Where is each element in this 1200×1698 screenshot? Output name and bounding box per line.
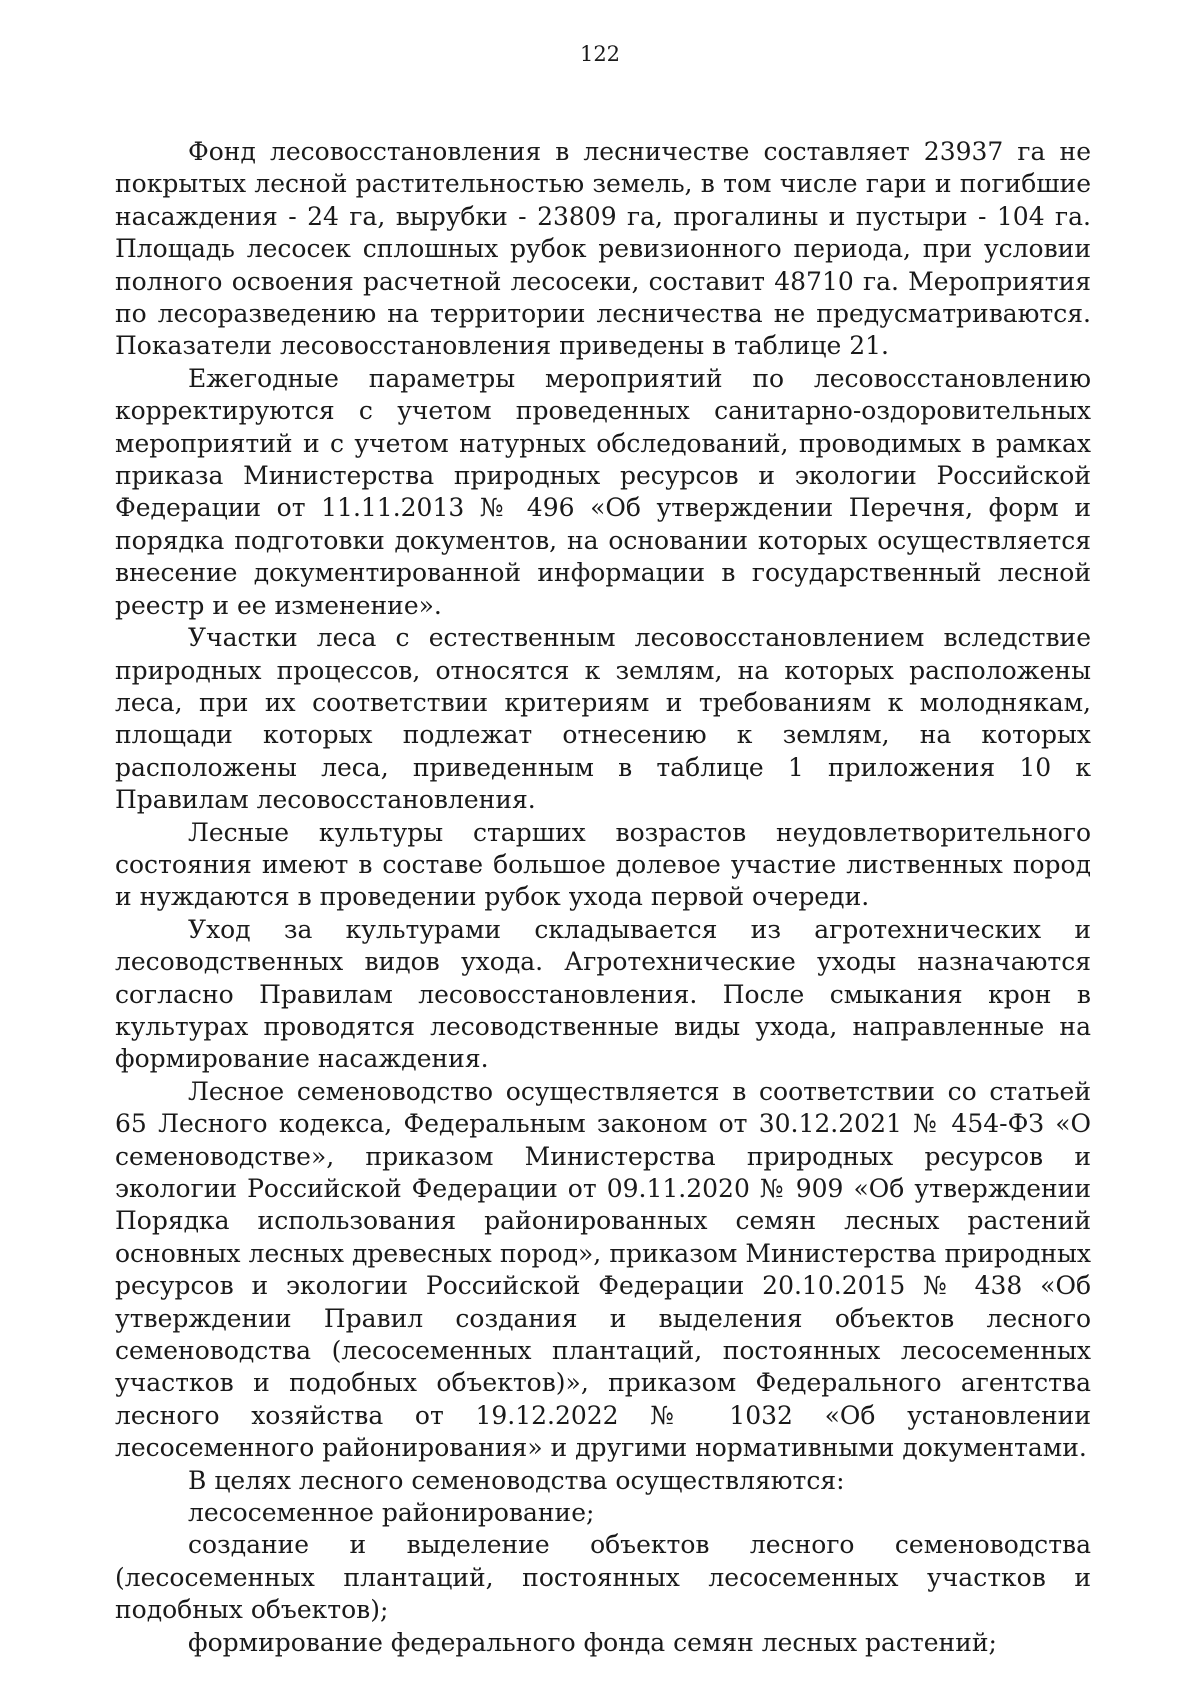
paragraph-culture-care: Уход за культурами складывается из агротехнических и лесоводственных видов ухода. Агротехнические уходы назначаются согласно Правилам лесовосстановления. После смыкания крон в культурах проводятся лесоводственные виды ухода, направленные на формирование насаждения. (115, 914, 1091, 1074)
paragraph-reforestation-fund: Фонд лесовосстановления в лесничестве составляет 23937 га не покрытых лесной растительностью земель, в том числе гари и погибшие насаждения - 24 га, вырубки - 23809 га, прогалины и пустыри - 104 га. Площадь лесосек сплошных рубок ревизионного периода, при условии полного освоения расчетной лесосеки, составит 48710 га. Мероприятия по лесоразведению на территории лесничества не предусматриваются. Показатели лесовосстановления приведены в таблице 21. (115, 137, 1091, 361)
paragraph-annual-parameters: Ежегодные параметры мероприятий по лесовосстановлению корректируются с учетом проведенных санитарно-оздоровительных мероприятий и с учетом натурных обследований, проводимых в рамках приказа Министерства природных ресурсов и экологии Российской Федерации от 11.11.2013 № 496 «Об утверждении Перечня, форм и порядка подготовки документов, на основании которых осуществляется внесение документированной информации в государственный лесной реестр и ее изменение». (115, 363, 1091, 620)
paragraph-forest-cultures: Лесные культуры старших возрастов неудовлетворительного состояния имеют в составе большое долевое участие лиственных пород и нуждаются в проведении рубок ухода первой очереди. (115, 817, 1091, 912)
paragraph-seed-production: Лесное семеноводство осуществляется в соответствии со статьей 65 Лесного кодекса, Федеральным законом от 30.12.2021 № 454-ФЗ «О семеноводстве», приказом Министерства природных ресурсов и экологии Российской Федерации от 09.11.2020 № 909 «Об утверждении Порядка использования районированных семян лесных растений основных лесных древесных пород», приказом Министерства природных ресурсов и экологии Российской Федерации 20.10.2015 № 438 «Об утверждении Правил создания и выделения объектов лесного семеноводства (лесосеменных плантаций, постоянных лесосеменных участков и подобных объектов)», приказом Федерального агентства лесного хозяйства от 19.12.2022 № 1032 «Об установлении лесосеменного районирования» и другими нормативными документами. (115, 1076, 1091, 1463)
page-number: 122 (579, 42, 621, 66)
list-item-federal-fund: формирование федерального фонда семян лесных растений; (188, 1627, 997, 1657)
paragraph-seed-goals-intro: В целях лесного семеноводства осуществляются: (188, 1465, 845, 1495)
list-item-zoning: лесосеменное районирование; (188, 1498, 595, 1528)
paragraph-natural-regeneration: Участки леса с естественным лесовосстановлением вследствие природных процессов, относятся к землям, на которых расположены леса, при их соответствии критериям и требованиям к молоднякам, площади которых подлежат отнесению к землям, на которых расположены леса, приведенным в таблице 1 приложения 10 к Правилам лесовосстановления. (115, 623, 1091, 815)
document-body (115, 136, 1091, 1659)
list-item-seed-objects: создание и выделение объектов лесного семеноводства (лесосеменных плантаций, постоянных лесосеменных участков и подобных объектов); (115, 1530, 1091, 1625)
